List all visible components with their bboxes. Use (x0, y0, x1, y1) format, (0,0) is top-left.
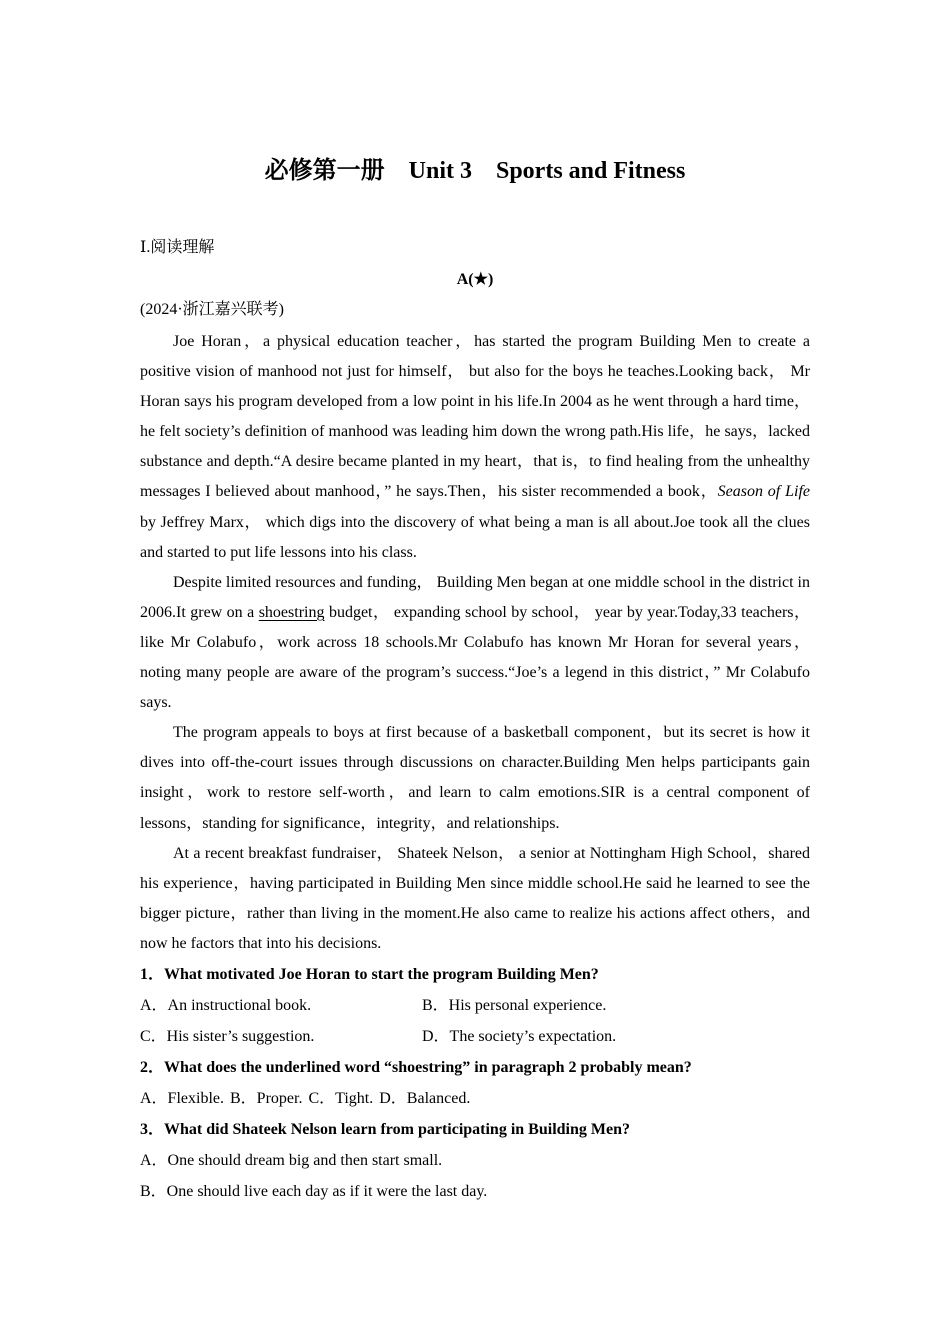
question-1-stem: 1．What motivated Joe Horan to start the program Building Men? (140, 965, 599, 983)
question-2-stem: 2．What does the underlined word “shoestring” in paragraph 2 probably mean? (140, 1058, 692, 1076)
book-title: Season of Life (717, 483, 810, 501)
question-3-stem: 3．What did Shateek Nelson learn from participating in Building Men? (140, 1120, 630, 1138)
paragraph-1 (140, 327, 810, 568)
section-heading: Ⅰ.阅读理解 (140, 239, 215, 256)
question-1-option-a: A．An instructional book. (140, 996, 312, 1014)
question-3 (140, 1114, 810, 1207)
question-3-option-b: B．One should live each day as if it were the last day. (140, 1182, 488, 1200)
paragraph-1-tail: by Jeffrey Marx， which digs into the discovery of what being a man is all about.Joe took all the clues and started to put life lessons into his class. (140, 513, 810, 561)
paragraph-2-text-a: Despite limited resources and funding， Building Men began at one middle school in the district in 2006.It grew on a (140, 573, 810, 621)
question-2-option-c: C．Tight. (308, 1089, 374, 1107)
question-2-option-a: A．Flexible. (140, 1089, 224, 1107)
question-1-option-b: B．His personal experience. (422, 996, 607, 1014)
question-2-option-b: B．Proper. (230, 1089, 303, 1107)
paragraph-1-text: Joe Horan，a physical education teacher，has started the program Building Men to create a positive vision of manhood not just for himself， but also for the boys he teaches.Looking back， Mr Horan says his program developed from a low point in his life.In 2004 as he went through a hard time，he felt society’s definition of manhood was leading him down the wrong path.His life，he says，lacked substance and depth.“A desire became planted in my heart，that is，to find healing from the unhealthy messages I believed about manhood，” he says.Then，his sister recommended a book， (140, 333, 810, 501)
question-2 (140, 1052, 810, 1114)
paragraph-2-text-b: budget， expanding school by school， year by year.Today,33 teachers，like Mr Colabufo，work across 18 schools.Mr Colabufo has known Mr Horan for several years，noting many people are aware of the program’s success.“Joe’s a legend in this district，” Mr Colabufo says. (140, 603, 811, 712)
source-note: (2024·浙江嘉兴联考) (140, 301, 284, 318)
paragraph-4: At a recent breakfast fundraiser， Shateek Nelson， a senior at Nottingham High School，shared his experience，having participated in Building Men since middle school.He said he learned to see the bigger picture，rather than living in the moment.He also came to realize his actions affect others，and now he factors that into his decisions. (140, 844, 810, 952)
underlined-word: shoestring (258, 603, 325, 621)
paragraph-3: The program appeals to boys at first because of a basketball component，but its secret is how it dives into off-the-court issues through discussions on character.Building Men helps participants gain insight，work to restore self-worth，and learn to calm emotions.SIR is a central component of lessons，standing for significance，integrity，and relationships. (140, 724, 810, 832)
page-title: 必修第一册 Unit 3 Sports and Fitness (264, 158, 686, 184)
question-2-option-d: D．Balanced. (379, 1089, 471, 1107)
question-1 (140, 959, 810, 1052)
question-1-option-d: D．The society’s expectation. (422, 1027, 617, 1045)
paragraph-2 (140, 568, 810, 718)
passage-body (140, 327, 810, 1207)
question-1-option-c: C．His sister’s suggestion. (140, 1027, 315, 1045)
passage-label: A(★) (456, 271, 494, 288)
question-3-option-a: A．One should dream big and then start small. (140, 1151, 443, 1169)
